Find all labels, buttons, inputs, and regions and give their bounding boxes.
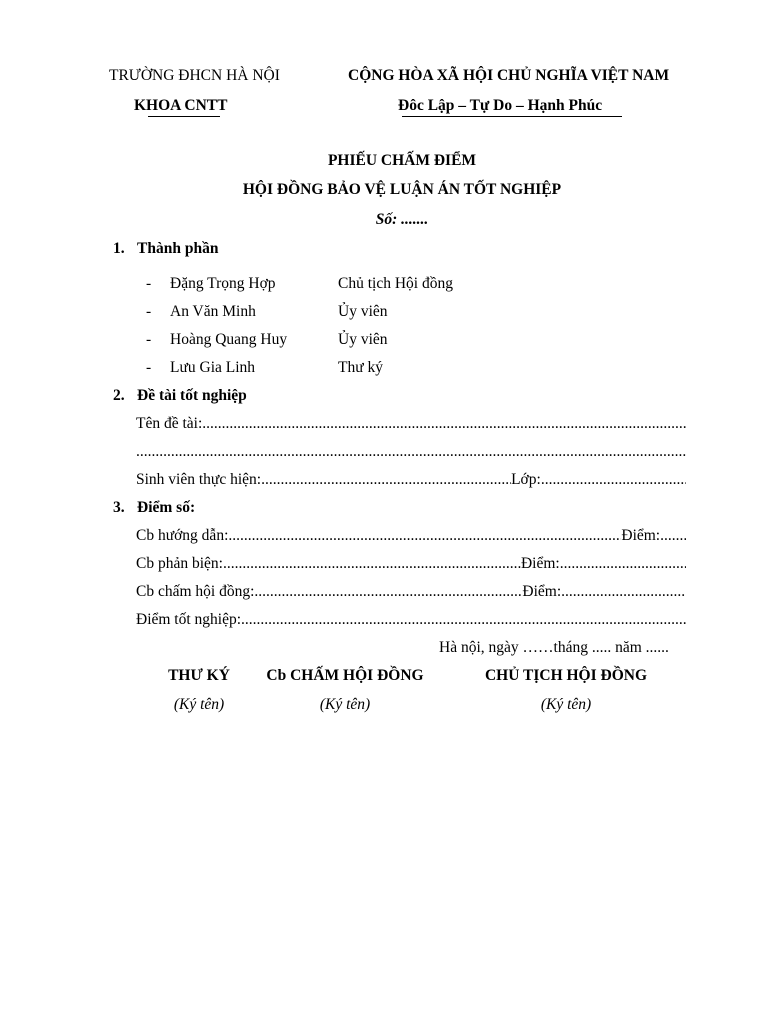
member-bullet: - [146, 303, 152, 320]
chairman-title: CHỦ TỊCH HỘI ĐỒNG [484, 667, 648, 684]
council-score-field[interactable] [136, 583, 686, 601]
member-name: An Văn Minh [170, 303, 256, 320]
member-bullet: - [146, 359, 152, 376]
final-score-dots [241, 611, 686, 629]
class-dots [541, 471, 686, 489]
member-role: Chủ tịch Hội đồng [338, 275, 453, 292]
section2-number: 2. [113, 387, 125, 404]
member-name: Đặng Trọng Hợp [170, 275, 276, 292]
score-dots [560, 555, 686, 573]
final-score-label: Điểm tốt nghiệp: [136, 611, 242, 628]
score-label: Điểm: [520, 555, 560, 572]
section3-heading: Điểm số: [137, 499, 196, 516]
topic-dots [136, 443, 686, 461]
topic-field-line2[interactable] [136, 443, 686, 461]
final-score-field[interactable] [136, 611, 686, 629]
republic-name: CỘNG HÒA XÃ HỘI CHỦ NGHĨA VIỆT NAM [348, 67, 670, 84]
section2-heading: Đề tài tốt nghiệp [137, 387, 247, 404]
score-row-label: Cb hướng dẫn: [136, 527, 229, 544]
member-bullet: - [146, 275, 152, 292]
score-row-label: Cb chấm hội đồng: [136, 583, 255, 600]
topic-dots [202, 415, 686, 433]
council-grader-sign: (Ký tên) [319, 696, 371, 713]
section1-number: 1. [113, 240, 125, 257]
score-dots [561, 583, 686, 601]
form-number: Số: ....... [375, 211, 429, 228]
member-bullet: - [146, 331, 152, 348]
member-name: Lưu Gia Linh [170, 359, 256, 376]
member-role: Ủy viên [338, 303, 388, 320]
student-label: Sinh viên thực hiện: [136, 471, 262, 488]
score-row-dots [254, 583, 522, 601]
class-label: Lớp: [511, 471, 541, 488]
section3-number: 3. [113, 499, 125, 516]
score-row-dots [223, 555, 521, 573]
council-grader-title: Cb CHẤM HỘI ĐỒNG [266, 667, 424, 684]
student-dots [261, 471, 511, 489]
score-dots [660, 527, 686, 545]
reviewer-score-field[interactable] [136, 555, 686, 573]
advisor-score-field[interactable] [136, 527, 686, 545]
chairman-sign: (Ký tên) [540, 696, 592, 713]
topic-label: Tên đề tài: [136, 415, 203, 432]
secretary-sign: (Ký tên) [173, 696, 225, 713]
student-field[interactable] [136, 471, 686, 489]
faculty-name: KHOA CNTT [134, 97, 228, 114]
section1-heading: Thành phần [137, 240, 219, 257]
score-label: Điểm: [621, 527, 661, 544]
score-row-label: Cb phản biện: [136, 555, 223, 572]
member-name: Hoàng Quang Huy [170, 331, 288, 348]
date-line: Hà nội, ngày ……tháng ..... năm ...... [439, 639, 669, 656]
faculty-underline [148, 116, 220, 117]
score-row-dots [228, 527, 621, 545]
motto: Đôc Lập – Tự Do – Hạnh Phúc [398, 97, 603, 114]
score-label: Điểm: [522, 583, 562, 600]
form-subtitle: HỘI ĐỒNG BẢO VỆ LUẬN ÁN TỐT NGHIỆP [242, 181, 562, 198]
school-name: TRƯỜNG ĐHCN HÀ NỘI [109, 67, 280, 84]
secretary-title: THƯ KÝ [168, 667, 230, 684]
topic-field[interactable] [136, 415, 686, 433]
motto-underline [402, 116, 622, 117]
form-title: PHIẾU CHẤM ĐIỂM [327, 152, 477, 169]
member-role: Ủy viên [338, 331, 388, 348]
member-role: Thư ký [338, 359, 383, 376]
